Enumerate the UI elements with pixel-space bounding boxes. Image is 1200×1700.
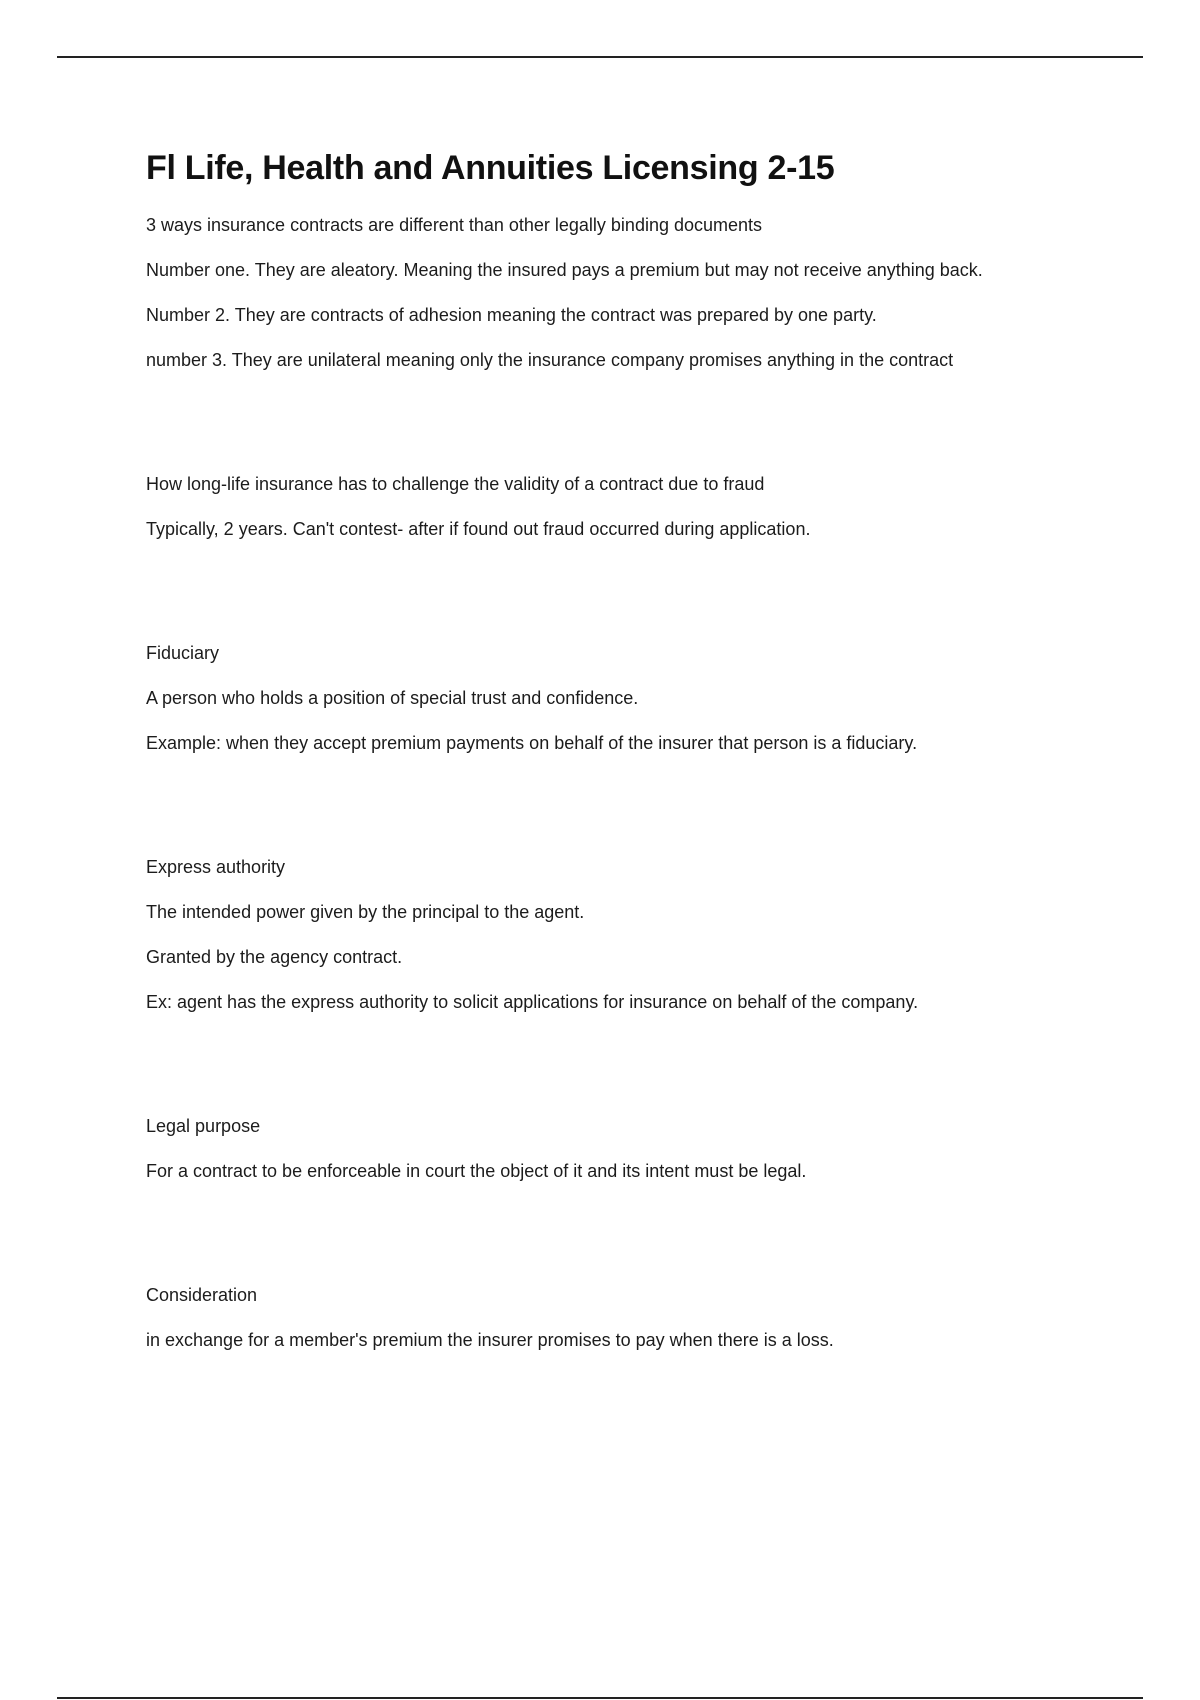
- top-rule: [57, 56, 1143, 58]
- section-fraud-challenge: [146, 470, 1076, 543]
- section-express-authority: [146, 853, 1076, 1016]
- section-answer-line: Granted by the agency contract.: [146, 946, 403, 967]
- section-term: Consideration: [146, 1284, 258, 1305]
- section-answer-line: For a contract to be enforceable in court the object of it and its intent must be legal.: [146, 1160, 807, 1181]
- section-answer-line: in exchange for a member's premium the insurer promises to pay when there is a loss.: [146, 1329, 834, 1350]
- document-title: Fl Life, Health and Annuities Licensing 2-15: [146, 149, 835, 187]
- bottom-rule: [57, 1697, 1143, 1699]
- section-question: How long-life insurance has to challenge the validity of a contract due to fraud: [146, 473, 765, 494]
- section-fiduciary: [146, 639, 1076, 757]
- section-answer-line: Ex: agent has the express authority to solicit applications for insurance on behalf of the company.: [146, 991, 919, 1012]
- section-answer-line: Example: when they accept premium payments on behalf of the insurer that person is a fiduciary.: [146, 732, 918, 753]
- section-answer-line: Number one. They are aleatory. Meaning the insured pays a premium but may not receive anything back.: [146, 259, 983, 280]
- section-contract-differences: [146, 211, 1076, 374]
- section-legal-purpose: [146, 1112, 1076, 1185]
- section-term: Legal purpose: [146, 1115, 261, 1136]
- section-term: Express authority: [146, 856, 286, 877]
- section-term: Fiduciary: [146, 642, 220, 663]
- section-answer-line: Number 2. They are contracts of adhesion meaning the contract was prepared by one party.: [146, 304, 877, 325]
- section-answer-line: number 3. They are unilateral meaning only the insurance company promises anything in the contract: [146, 349, 954, 370]
- section-consideration: [146, 1281, 1076, 1354]
- section-answer-line: A person who holds a position of special trust and confidence.: [146, 687, 639, 708]
- section-question: 3 ways insurance contracts are different than other legally binding documents: [146, 214, 763, 235]
- document-body: [146, 148, 1076, 1354]
- section-answer-line: The intended power given by the principal to the agent.: [146, 901, 585, 922]
- section-answer-line: Typically, 2 years. Can't contest- after if found out fraud occurred during application.: [146, 518, 811, 539]
